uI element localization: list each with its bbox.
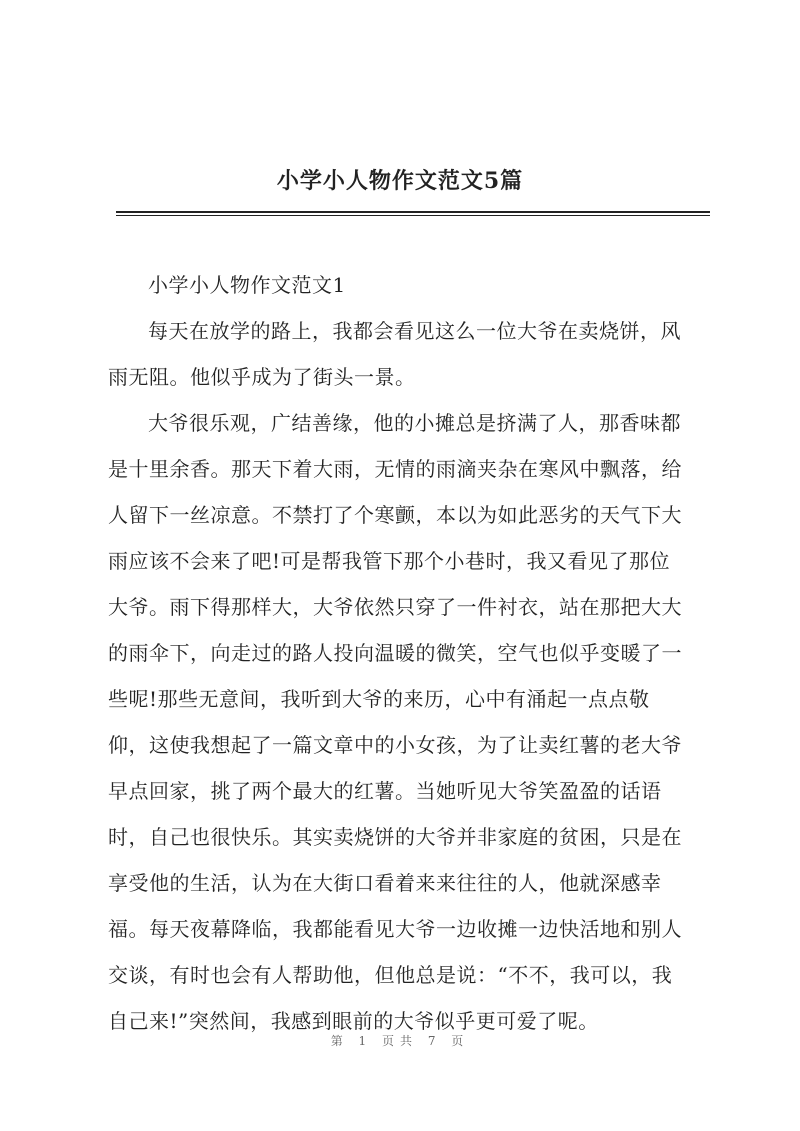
document-body: [108, 262, 712, 1044]
text-line: 些呢!那些无意间，我听到大爷的来历，心中有涌起一点点敬: [108, 687, 650, 711]
text-line: 早点回家，挑了两个最大的红薯。当她听见大爷笑盈盈的话语: [108, 779, 662, 803]
text-line: 仰，这使我想起了一篇文章中的小女孩，为了让卖红薯的老大爷: [108, 733, 682, 757]
text-line: 自己来!”突然间，我感到眼前的大爷似乎更可爱了呢。: [108, 1009, 599, 1033]
document-title: 小学小人物作文范文5篇: [276, 168, 524, 194]
title-divider: [116, 211, 710, 216]
text-line: 大爷。雨下得那样大，大爷依然只穿了一件衬衣，站在那把大大: [108, 595, 682, 619]
text-line: 大爷很乐观，广结善缘，他的小摊总是挤满了人，那香味都: [148, 411, 681, 435]
section-heading: 小学小人物作文范文1: [148, 273, 346, 297]
text-line: 时，自己也很快乐。其实卖烧饼的大爷并非家庭的贫困，只是在: [108, 825, 682, 849]
text-line: 雨应该不会来了吧!可是帮我管下那个小巷时，我又看见了那位: [108, 549, 671, 573]
page-number: 第 1 页共 7 页: [330, 1034, 470, 1048]
text-line: 是十里余香。那天下着大雨，无情的雨滴夹杂在寒风中飘落，给: [108, 457, 682, 481]
text-line: 福。每天夜幕降临，我都能看见大爷一边收摊一边快活地和别人: [108, 917, 682, 941]
text-line: 人留下一丝凉意。不禁打了个寒颤，本以为如此恶劣的天气下大: [108, 503, 682, 527]
text-line: 交谈，有时也会有人帮助他，但他总是说：“不不，我可以，我: [108, 963, 673, 987]
text-line: 每天在放学的路上，我都会看见这么一位大爷在卖烧饼，风: [148, 319, 681, 343]
text-line: 享受他的生活，认为在大街口看着来来往往的人，他就深感幸: [108, 871, 662, 895]
text-line: 的雨伞下，向走过的路人投向温暖的微笑，空气也似乎变暖了一: [108, 641, 682, 665]
text-line: 雨无阻。他似乎成为了街头一景。: [108, 365, 416, 389]
